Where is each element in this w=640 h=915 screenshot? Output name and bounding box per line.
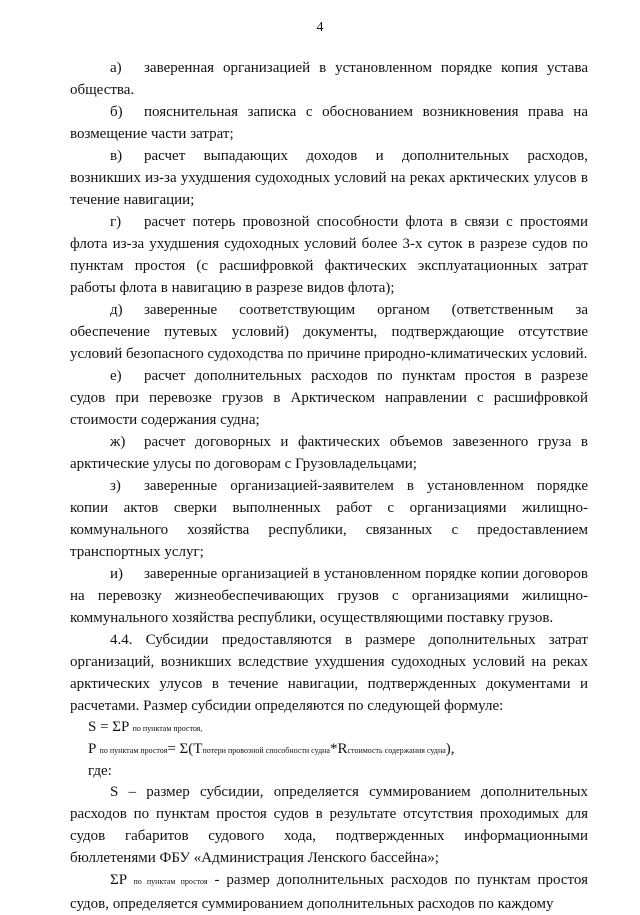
formula-subsidy [70, 717, 588, 739]
formula-subsidy-lhs: S = ΣP [88, 719, 129, 735]
formula-p-sub: по пунктам простоя [99, 746, 168, 755]
formula-p: P [88, 741, 96, 757]
definition-p-symbol: ΣP [110, 872, 127, 888]
document-list [70, 57, 588, 629]
formula-t-sub: потери провозной способности судна [202, 746, 330, 755]
formula-subsidy-sub: по пунктам простоя, [132, 724, 203, 733]
list-item-text: пояснительная записка с обоснованием возникновения права на возмещение части затрат; [70, 104, 588, 142]
where-label: где: [88, 763, 112, 779]
paragraph-4-4: 4.4. Субсидии предоставляются в размере дополнительных затрат организаций, возникших вследствие ухудшения судоходных условий на реках арктических улусов в течение навигации, подтвержденных документами и расчетами. Размер субсидии определяются по следующей формуле: [70, 632, 588, 714]
list-item [70, 211, 588, 299]
formula-eq: = Σ(T [167, 741, 203, 757]
formula-mult: *R [329, 741, 348, 757]
formula-r-sub: стоимость содержания судна [347, 746, 446, 755]
list-item-letter: б) [110, 104, 123, 120]
list-item-text: заверенные организацией в установленном порядке копии договоров на перевозку жизнеобеспечивающих грузов с организациями жилищно-коммунального хозяйства республики, осуществляющими поставку грузов. [70, 566, 588, 626]
list-item-text: расчет дополнительных расходов по пунктам простоя в разрезе судов при перевозке грузов в Арктическом направлении с расшифровкой стоимости содержания судна; [70, 368, 588, 428]
list-item-letter: а) [110, 60, 122, 76]
page-number: 4 [316, 20, 324, 35]
list-item-text: расчет выпадающих доходов и дополнительных расходов, возникших из-за ухудшения судоходных условий на реках арктических улусов в течение навигации; [70, 148, 588, 208]
list-item [70, 563, 588, 629]
list-item [70, 299, 588, 365]
list-item-letter: в) [110, 148, 123, 164]
list-item-letter: г) [110, 214, 122, 230]
list-item-letter: и) [110, 566, 124, 582]
list-item-letter: д) [110, 302, 123, 318]
list-item-text: заверенная организацией в установленном порядке копия устава общества. [70, 60, 588, 98]
list-item [70, 101, 588, 145]
document-body [70, 57, 588, 915]
list-item-text: заверенные соответствующим органом (ответственным за обеспечение путевых условий) документы, подтверждающие отсутствие условий безопасного судоходства по причине природно-климатических условий. [70, 302, 588, 362]
list-item-text: расчет договорных и фактических объемов завезенного груза в арктические улусы по договорам с Грузовладельцами; [70, 434, 588, 472]
list-item [70, 475, 588, 563]
definition-s: S – размер субсидии, определяется суммированием дополнительных расходов по пунктам простоя судов в результате отсутствия проходимых для судов габаритов судового хода, подтвержденных информационными бюллетенями ФБУ «Администрация Ленского бассейна»; [70, 784, 588, 866]
list-item-letter: е) [110, 368, 122, 384]
list-item [70, 57, 588, 101]
list-item-letter: з) [110, 478, 121, 494]
definition-p [70, 869, 588, 915]
list-item-text: расчет потерь провозной способности флота в связи с простоями флота из-за ухудшения судоходных условий более 3-х суток в разрезе судов по пунктам простоя (с расшифровкой фактических эксплуатационных затрат работы флота в навигацию в разрезе видов флота); [70, 214, 588, 296]
formula-end: ), [445, 741, 455, 757]
formula-costs [70, 739, 588, 761]
list-item [70, 365, 588, 431]
list-item [70, 431, 588, 475]
list-item [70, 145, 588, 211]
definition-p-text: - размер дополнительных расходов по пунктам простоя судов, определяется суммированием дополнительных расходов по каждому [70, 872, 589, 912]
list-item-text: заверенные организацией-заявителем в установленном порядке копии актов сверки выполненных работ с организациями жилищно-коммунального хозяйства республики, связанных с предоставлением транспортных услуг; [70, 478, 588, 560]
definition-p-sub: по пунктам простоя [133, 877, 208, 886]
list-item-letter: ж) [110, 434, 126, 450]
